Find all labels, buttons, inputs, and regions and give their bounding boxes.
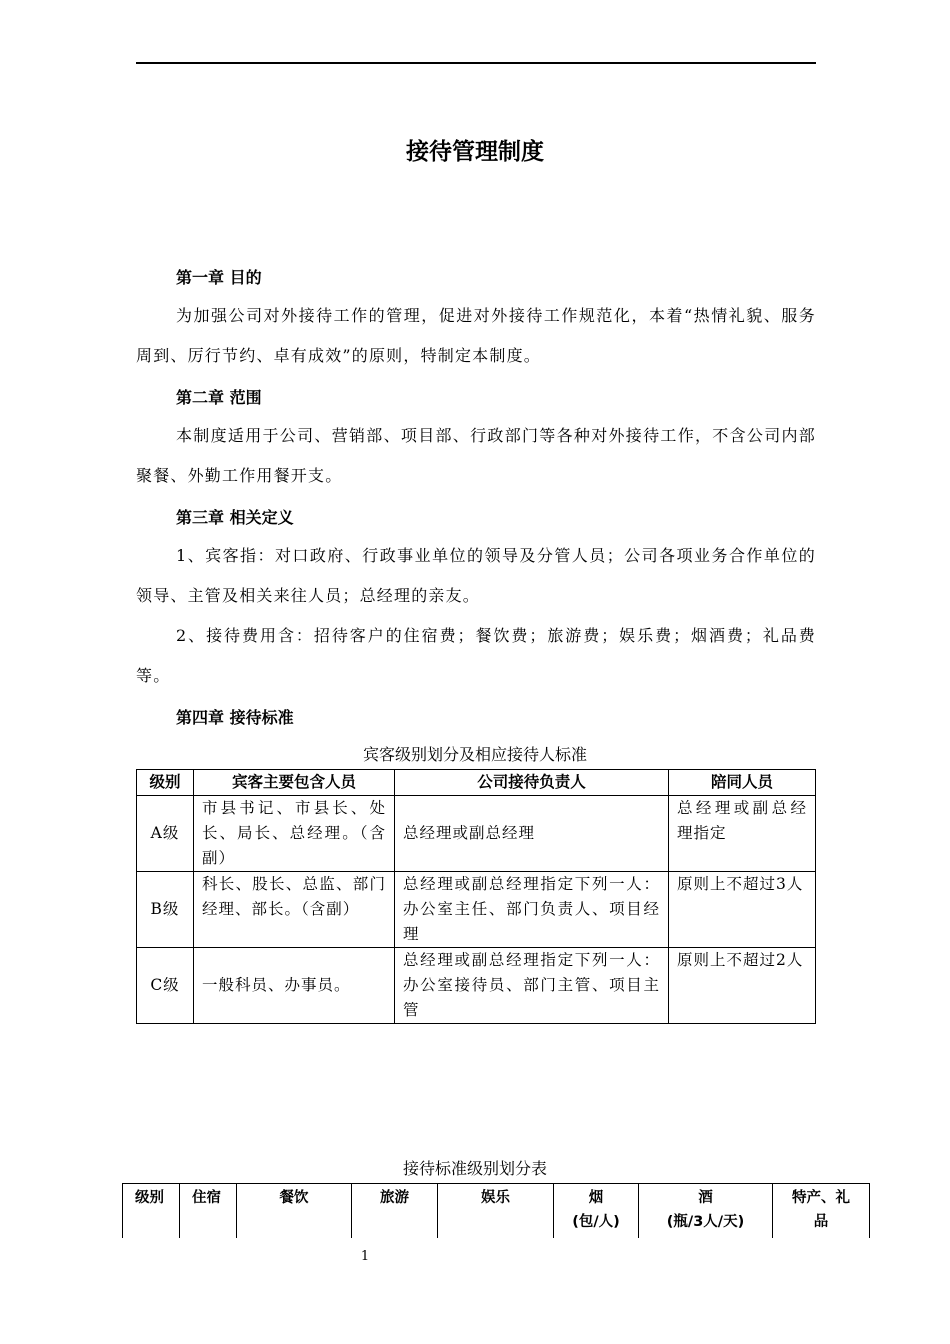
header-cell: 旅游 [352,1184,438,1239]
table-row [137,872,816,948]
chapter-2-heading: 第二章 范围 [176,388,262,407]
header-cell: 级别 [137,770,194,796]
header-cell: 级别 [123,1184,180,1239]
header-cell: 酒 (瓶/3人/天) [639,1184,773,1239]
header-cell: 住宿 [180,1184,237,1239]
header-cell: 娱乐 [438,1184,554,1239]
table-row [137,948,816,1024]
document-title: 接待管理制度 [406,139,544,165]
guest-level-table [136,769,816,1024]
chapter-3-paragraph-1: 1、宾客指：对口政府、行政事业单位的领导及分管人员；公司各项业务合作单位的领导、主管及相关来往人员；总经理的亲友。 [136,546,816,605]
level-cell: A级 [137,796,194,872]
header-cell: 公司接待负责人 [395,770,669,796]
guests-cell: 一般科员、办事员。 [194,948,395,1024]
page-number: 1 [360,1249,370,1264]
host-cell: 总经理或副总经理指定下列一人：办公室接待员、部门主管、项目主管 [395,948,669,1024]
chapter-2-paragraph: 本制度适用于公司、营销部、项目部、行政部门等各种对外接待工作，不含公司内部聚餐、外勤工作用餐开支。 [136,426,816,485]
chapter-3-paragraph-2: 2、接待费用含：招待客户的住宿费；餐饮费；旅游费；娱乐费；烟酒费；礼品费等。 [136,626,816,685]
header-cell: 餐饮 [237,1184,352,1239]
header-cell: 烟 (包/人) [554,1184,639,1239]
header-cell: 陪同人员 [669,770,816,796]
guests-cell: 市县书记、市县长、处长、局长、总经理。（含副） [194,796,395,872]
escort-cell: 总经理或副总经理指定 [669,796,816,872]
table-header-row [137,770,816,796]
host-cell: 总经理或副总经理 [395,796,669,872]
header-cell: 特产、礼 品 [773,1184,870,1239]
chapter-3-heading: 第三章 相关定义 [176,508,294,527]
header-cell: 宾客主要包含人员 [194,770,395,796]
guest-table-caption: 宾客级别划分及相应接待人标准 [362,745,587,764]
level-cell: B级 [137,872,194,948]
host-cell: 总经理或副总经理指定下列一人：办公室主任、部门负责人、项目经理 [395,872,669,948]
escort-cell: 原则上不超过3人 [669,872,816,948]
chapter-1-paragraph: 为加强公司对外接待工作的管理，促进对外接待工作规范化，本着“热情礼貌、服务周到、厉行节约、卓有成效”的原则，特制定本制度。 [136,306,816,365]
reception-standard-table [122,1183,870,1238]
standard-table-caption: 接待标准级别划分表 [402,1159,547,1178]
level-cell: C级 [137,948,194,1024]
table-row [137,796,816,872]
chapter-1-heading: 第一章 目的 [176,268,262,287]
escort-cell: 原则上不超过2人 [669,948,816,1024]
header-rule [136,62,816,64]
chapter-4-heading: 第四章 接待标准 [176,708,294,727]
guests-cell: 科长、股长、总监、部门经理、部长。（含副） [194,872,395,948]
table-header-row [123,1184,870,1239]
